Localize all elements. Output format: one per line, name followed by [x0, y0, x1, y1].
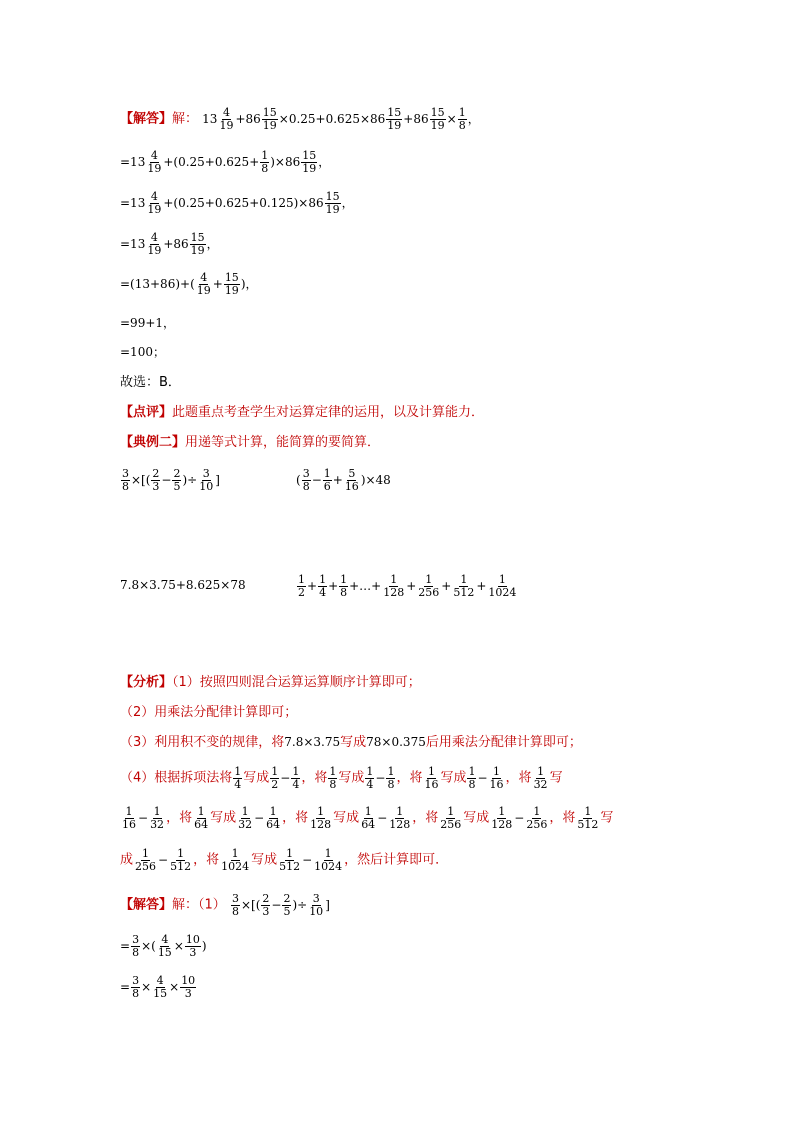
problem-3: 7.8×3.75+8.625×78	[120, 578, 246, 592]
analysis-line-3: （3）利用积不变的规律，将7.8×3.75写成78×0.375后用乘法分配律计算即可；	[120, 735, 582, 750]
solution-line-4	[120, 232, 219, 256]
math-expression: =13 $\frac{4}{19}$ +(0.25+0.625+0.125)×86 $\frac{15}{19}$ ，	[120, 190, 354, 216]
example2-label: 【典例二】	[120, 435, 186, 450]
solution-line-1	[120, 107, 480, 131]
math-expression: =99+1，	[120, 316, 176, 330]
problem-2: ( $\frac{3}{8}$ − $\frac{1}{6}$ + $\frac{5}{16}$ )×48	[296, 467, 391, 493]
analysis-line-1: 【分析】（1）按照四则混合运算运算顺序计算即可；	[120, 675, 421, 690]
math-expression: =(13+86)+( $\frac{4}{19}$ + $\frac{15}{19}$ )，	[120, 271, 258, 297]
comment-text: 此题重点考查学生对运算定律的运用，以及计算能力．	[172, 405, 485, 420]
math-expression: =100；	[120, 345, 165, 359]
solution-line-7	[120, 346, 165, 359]
example2-line	[120, 436, 380, 449]
analysis-line-5: $\frac{1}{16}$ − $\frac{1}{32}$ ，将 $\frac{1}{64}$ 写成 $\frac{1}{32}$ − $\frac{1}{64}$ ，将 $\frac{1}{128}$ 写成 $\frac{1}{64}$ − $\frac{1}{128}$ ，将 $\frac{1}{256}$ 写成 $\frac{1}{128}$ − $\frac{1}{256}$ ，将 $\frac{1}{512}$ 写	[122, 805, 614, 831]
analysis-label: 【分析】	[120, 675, 173, 690]
jie-label: 解：	[172, 111, 199, 127]
math-expression: 13 $\frac{4}{19}$ +86 $\frac{15}{19}$ ×0.25+0.625×86 $\frac{15}{19}$ +86 $\frac{15}{19}$ × $\frac{1}{8}$ ，	[202, 106, 480, 132]
solution2-line-3: = $\frac{3}{8}$ × $\frac{4}{15}$ × $\frac{10}{3}$	[120, 974, 196, 1000]
solution-line-2	[120, 150, 330, 174]
math-expression: =13 $\frac{4}{19}$ +(0.25+0.625+ $\frac{1}{8}$ )×86 $\frac{15}{19}$ ，	[120, 149, 331, 175]
comment-label: 【点评】	[120, 405, 173, 420]
solution2-line-1: 【解答】解：（1） $\frac{3}{8}$ ×[( $\frac{2}{3}$ − $\frac{2}{5}$ )÷ $\frac{3}{10}$ ]	[120, 892, 330, 918]
solution-line-6	[120, 317, 175, 330]
problem-1: $\frac{3}{8}$ ×[( $\frac{2}{3}$ − $\frac{2}{5}$ )÷ $\frac{3}{10}$ ]	[122, 467, 220, 493]
comment-line	[120, 406, 484, 419]
solution-line-5	[120, 272, 258, 296]
problem-4: $\frac{1}{2}$ + $\frac{1}{4}$ + $\frac{1}{8}$ +…+ $\frac{1}{128}$ + $\frac{1}{256}$ + $\frac{1}{512}$ + $\frac{1}{1024}$	[298, 573, 517, 599]
example2-text: 用递等式计算，能简算的要简算．	[185, 435, 381, 450]
answer-label-2: 【解答】	[120, 897, 173, 913]
analysis-line-2: （2）用乘法分配律计算即可；	[120, 705, 298, 720]
math-expression: =13 $\frac{4}{19}$ +86 $\frac{15}{19}$ ，	[120, 231, 219, 257]
analysis-line-6: 成 $\frac{1}{256}$ − $\frac{1}{512}$ ，将 $\frac{1}{1024}$ 写成 $\frac{1}{512}$ − $\frac{1}{1024}$ ，然后计算即可．	[120, 847, 449, 873]
analysis-line-4: （4）根据拆项法将 $\frac{1}{4}$ 写成 $\frac{1}{2}$ − $\frac{1}{4}$ ，将 $\frac{1}{8}$ 写成 $\frac{1}{4}$ − $\frac{1}{8}$ ，将 $\frac{1}{16}$ 写成 $\frac{1}{8}$ − $\frac{1}{16}$ ，将 $\frac{1}{32}$ 写	[120, 765, 563, 791]
solution2-line-2: = $\frac{3}{8}$ ×( $\frac{4}{15}$ × $\frac{10}{3}$ )	[120, 933, 207, 959]
choice-line	[120, 376, 181, 389]
answer-label: 【解答】	[120, 111, 173, 127]
choice-text: 故选：B．	[120, 375, 181, 390]
solution-line-3	[120, 191, 354, 215]
